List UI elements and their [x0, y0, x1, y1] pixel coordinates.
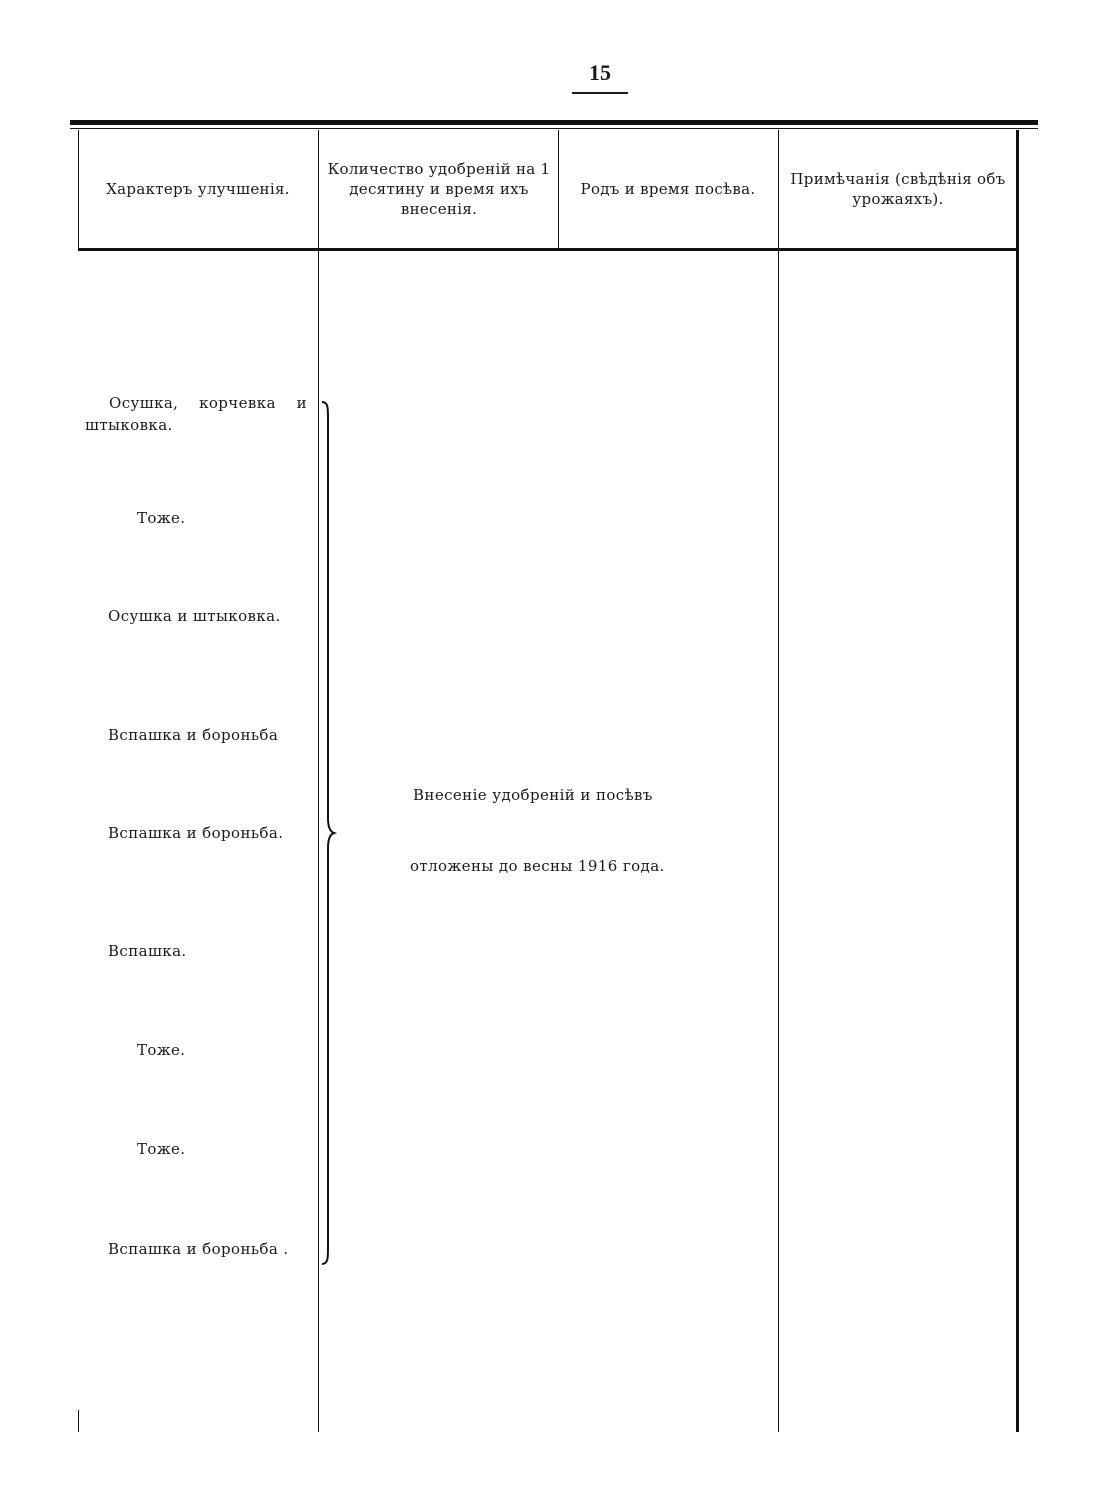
left-border-lower	[78, 1410, 79, 1432]
row-improvement-text: Осушка, корчевка и штыковка.	[85, 394, 307, 434]
row-improvement	[85, 392, 307, 436]
note-line-2	[410, 857, 665, 875]
row-improvement-text: Вспашка и бороньба	[108, 726, 279, 744]
column-divider-2	[558, 130, 559, 248]
row-improvement-text: Тоже.	[137, 509, 186, 527]
group-brace	[318, 400, 338, 1266]
right-border	[1016, 130, 1019, 1432]
row-improvement	[108, 607, 281, 625]
row-improvement	[137, 509, 185, 527]
note-line-1	[413, 786, 653, 804]
header-sowing	[560, 130, 776, 248]
row-improvement	[108, 726, 278, 744]
header-fertilizer	[322, 130, 556, 248]
row-improvement	[108, 1240, 289, 1258]
header-improvement-text: Характеръ улучшенія.	[106, 180, 290, 198]
table-top-rule	[70, 120, 1038, 125]
row-improvement-text: Тоже.	[137, 1140, 186, 1158]
row-improvement-text: Вспашка.	[108, 942, 187, 960]
row-improvement-text: Вспашка и бороньба .	[108, 1240, 289, 1258]
page-number: 15	[589, 60, 611, 85]
page-number-underline	[572, 92, 628, 94]
header-notes-text: Примѣчанія (свѣдѣнія объ урожаяхъ).	[790, 170, 1006, 208]
header-notes	[782, 130, 1014, 248]
row-improvement	[137, 1140, 185, 1158]
table-top-thin-rule	[70, 128, 1038, 129]
header-improvement	[80, 130, 316, 248]
row-improvement-text: Тоже.	[137, 1041, 186, 1059]
note-line-1-text: Внесеніе удобреній и посѣвъ	[413, 786, 653, 804]
row-improvement	[108, 824, 283, 842]
row-improvement-text: Вспашка и бороньба.	[108, 824, 284, 842]
note-line-2-text: отложены до весны 1916 года.	[410, 857, 665, 875]
column-divider-3	[778, 130, 779, 1432]
row-improvement	[137, 1041, 185, 1059]
row-improvement-text: Осушка и штыковка.	[108, 607, 281, 625]
left-border	[78, 130, 79, 250]
header-bottom-rule	[78, 248, 1018, 251]
header-sowing-text: Родъ и время посѣва.	[580, 180, 756, 198]
header-fertilizer-text: Количество удобреній на 1 десятину и время ихъ внесенія.	[327, 160, 551, 218]
row-improvement	[108, 942, 187, 960]
